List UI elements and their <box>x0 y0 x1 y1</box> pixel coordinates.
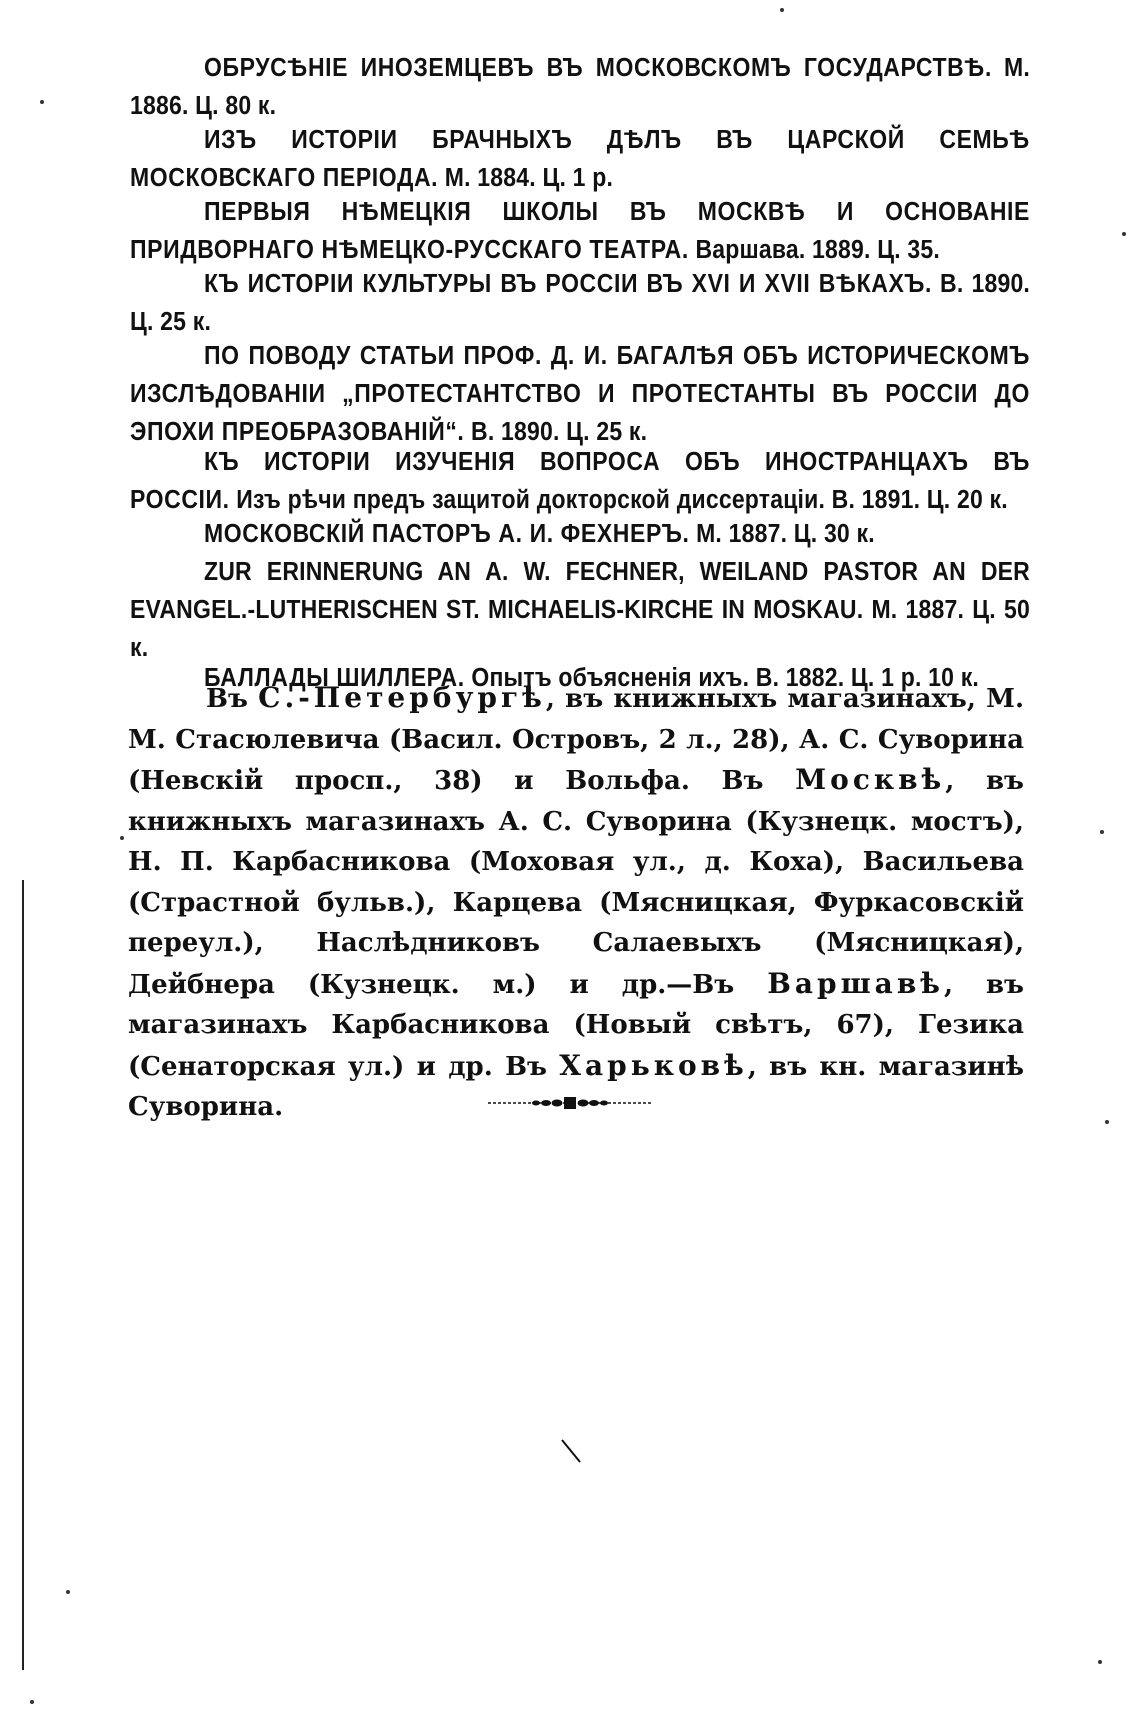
publication-title: КЪ ИСТОРІИ КУЛЬТУРЫ ВЪ РОССІИ ВЪ XVI И XVII ВѢКАХЪ. <box>204 268 932 298</box>
publication-entry <box>130 552 1030 666</box>
speck <box>120 836 124 840</box>
speck <box>40 100 44 104</box>
sales-text: , въ магазинахъ Карбасникова (Новый свѣтъ, 67), Гезика (Сенаторская ул.) и др. Въ <box>128 969 1024 1082</box>
divider-ornament-icon <box>488 1096 652 1110</box>
publication-imprint: M. 1887. Ц. 50 к. <box>130 594 1030 662</box>
speck <box>1122 232 1126 236</box>
publication-imprint: В. 1890. Ц. 25 к. <box>471 416 648 446</box>
publication-entry <box>130 442 1030 518</box>
publication-imprint: Опытъ объясненія ихъ. В. 1882. Ц. 1 р. 10 к. <box>471 662 979 692</box>
speck <box>1105 1120 1109 1124</box>
publication-title: ПЕРВЫЯ НѢМЕЦКІЯ ШКОЛЫ ВЪ МОСКВѢ И ОСНОВАНІЕ ПРИДВОРНАГО НѢМЕЦКО-РУССКАГО ТЕАТРА. <box>130 196 1030 264</box>
publication-imprint: Изъ рѣчи предъ защитой докторской диссертаціи. В. 1891. Ц. 20 к. <box>236 484 1008 514</box>
sales-locations-paragraph <box>128 678 1024 1128</box>
publication-entry <box>130 192 1030 268</box>
city-warsaw: Варшавѣ <box>767 966 944 1000</box>
stray-mark-icon <box>560 1438 584 1464</box>
publication-entry <box>130 514 1030 552</box>
publication-imprint: М. 1884. Ц. 1 р. <box>444 162 614 192</box>
publication-title: ИЗЪ ИСТОРІИ БРАЧНЫХЪ ДѢЛЪ ВЪ ЦАРСКОЙ СЕМЬѢ МОСКОВСКАГО ПЕРІОДА. <box>130 124 1030 192</box>
speck <box>1098 1660 1102 1664</box>
publication-title: ОБРУСѢНІЕ ИНОЗЕМЦЕВЪ ВЪ МОСКОВСКОМЪ ГОСУДАРСТВѢ. <box>204 52 992 82</box>
publication-imprint: М. 1887. Ц. 30 к. <box>696 518 875 548</box>
page-edge-line <box>22 880 24 1670</box>
publications-list <box>130 48 1030 696</box>
publication-title: ZUR ERINNERUNG AN A. W. FECHNER, WEILAND PASTOR AN DER EVANGEL.-LUTHERISCHEN ST. MICHAELIS-KIRCHE IN MOSKAU. <box>130 556 1030 624</box>
speck <box>780 8 784 12</box>
publication-title: КЪ ИСТОРІИ ИЗУЧЕНІЯ ВОПРОСА ОБЪ ИНОСТРАНЦАХЪ ВЪ РОССІИ. <box>130 446 1030 514</box>
speck <box>66 1590 70 1594</box>
publication-entry <box>130 48 1030 124</box>
publication-imprint: В. 1890. Ц. 25 к. <box>130 268 1031 336</box>
publication-entry <box>130 120 1030 196</box>
city-kharkov: Харьковѣ <box>559 1048 748 1082</box>
speck <box>1100 830 1104 834</box>
publication-title: ПО ПОВОДУ СТАТЬИ ПРОФ. Д. И. БАГАЛѢЯ ОБЪ ИСТОРИЧЕСКОМЪ ИЗСЛѢДОВАНІИ „ПРОТЕСТАНТСТВО И ПРОТЕСТАНТЫ ВЪ РОССІИ ДО ЭПОХИ ПРЕОБРАЗОВАНІЙ“. <box>130 340 1030 446</box>
publication-title: БАЛЛАДЫ ШИЛЛЕРА. <box>204 662 465 692</box>
sales-text: , въ книжныхъ магазинахъ А. С. Суворина (Кузнецк. мостъ), Н. П. Карбасникова (Моховая ул., д. Коха), Васильева (Страстной бульв.), Карцева (Мясницкая, Фуркасовскій переул.), Наслѣдниковъ Салаевыхъ (Мясницкая), Дейбнера (Кузнецк. м.) и др.—Въ <box>128 766 1024 1000</box>
publication-entry <box>130 336 1030 450</box>
sales-text: , въ книжныхъ магазинахъ, М. М. Стасюлевича (Васил. Островъ, 2 л., 28), А. С. Суворина (Невскій просп., 38) и Вольфа. Въ <box>128 684 1024 796</box>
publication-imprint: М. 1886. Ц. 80 к. <box>130 52 1030 120</box>
publication-imprint: Варшава. 1889. Ц. 35. <box>695 234 940 264</box>
city-moscow: Москвѣ <box>795 763 946 796</box>
city-spb: С.-Петербургѣ <box>258 681 546 714</box>
sales-text: , въ кн. магазинѣ Суворина. <box>128 1051 1024 1122</box>
sales-text: Въ <box>206 684 259 714</box>
publication-entry <box>130 264 1030 340</box>
speck <box>30 1700 34 1704</box>
publication-title: МОСКОВСКІЙ ПАСТОРЪ А. И. ФЕХНЕРЪ. <box>204 518 690 548</box>
